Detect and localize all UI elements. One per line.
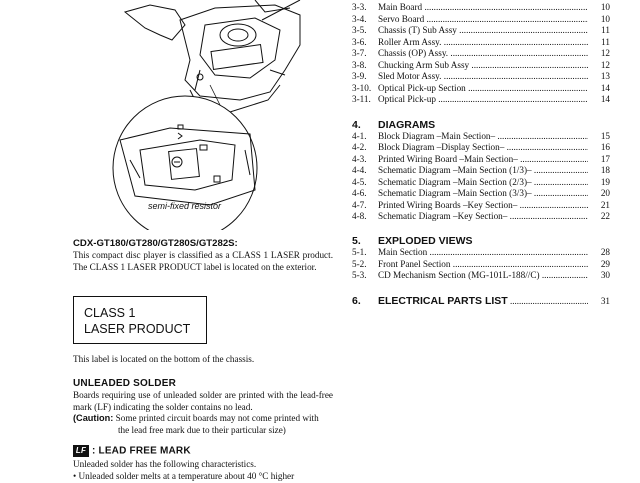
- toc-entry-title: Sled Motor Assy. .....: [378, 71, 588, 83]
- toc-entry: [352, 165, 610, 177]
- section-number: 5.: [352, 235, 361, 247]
- toc-entry-title: Schematic Diagram –Main Section (1/3)– .....: [378, 165, 588, 177]
- toc-entry: [352, 247, 610, 259]
- class1-label-box: [73, 296, 207, 344]
- caution-label: (Caution:: [73, 413, 114, 423]
- toc-entry-page: 16: [600, 142, 610, 152]
- toc-entry: [352, 154, 610, 166]
- toc-entry-page: 13: [600, 71, 610, 81]
- toc-entry-page: 15: [600, 130, 610, 141]
- unleaded-heading: UNLEADED SOLDER: [73, 378, 177, 389]
- toc-entry-number: 3-6.: [352, 36, 367, 47]
- bullet-item: • Unleaded solder melts at a temperature about 40 °C higher: [73, 471, 295, 481]
- toc-entry: [352, 142, 610, 154]
- toc-entry-title: Printed Wiring Boards –Key Section– .....: [378, 200, 588, 212]
- toc-entry-number: 3-11.: [352, 94, 371, 104]
- toc-entry-page: 22: [600, 211, 610, 221]
- toc-entry: [352, 37, 610, 49]
- toc-entry: [352, 270, 610, 282]
- toc-entry-page: 12: [600, 48, 610, 58]
- toc-entry-page: 10: [600, 2, 610, 12]
- section-number: 6.: [352, 295, 361, 307]
- toc-entry: [352, 25, 610, 37]
- toc-entry-title: Chucking Arm Sub Assy .....: [378, 60, 588, 72]
- toc-entry-title: Block Diagram –Main Section– .....: [378, 131, 588, 143]
- toc-entry-number: 4-7.: [352, 199, 367, 210]
- toc-entry-page: 12: [600, 59, 610, 70]
- toc-entry-number: 3-4.: [352, 13, 367, 24]
- model-list: CDX-GT180/GT280/GT280S/GT282S:: [73, 238, 238, 249]
- toc-entry-number: 3-5.: [352, 25, 367, 35]
- toc-entry-page: 19: [600, 176, 610, 187]
- pickup-diagram: [0, 0, 330, 230]
- toc-entry-title: Block Diagram –Display Section– .....: [378, 142, 588, 154]
- toc-entry-page: 21: [600, 199, 610, 210]
- toc-entry-title: Chassis (T) Sub Assy .....: [378, 25, 588, 37]
- toc-entry: [352, 188, 610, 200]
- toc-entry-number: 4-6.: [352, 188, 367, 198]
- toc-entry: [352, 2, 610, 14]
- toc-entry-page: 18: [600, 165, 610, 175]
- toc-entry-number: 5-3.: [352, 270, 367, 280]
- toc-entry: [352, 83, 610, 95]
- toc-entry-page: 14: [600, 94, 610, 104]
- toc-entry-title: Optical Pick-up Section .....: [378, 83, 588, 95]
- toc-entry-number: 4-8.: [352, 211, 367, 221]
- section-title: ELECTRICAL PARTS LIST .....: [378, 295, 588, 307]
- toc-entry: [352, 14, 610, 26]
- toc-entry: [352, 48, 610, 60]
- toc-entry-page: 17: [600, 153, 610, 164]
- toc-entry: [352, 71, 610, 83]
- lead-free-paragraph: Unleaded solder has the following characteristics.: [73, 459, 257, 469]
- toc-entry-page: 31: [600, 296, 610, 306]
- toc-entry-title: Roller Arm Assy. .....: [378, 37, 588, 49]
- toc-entry-title: Printed Wiring Board –Main Section– .....: [378, 154, 588, 166]
- toc-entry: [352, 211, 610, 223]
- section-title: DIAGRAMS: [378, 119, 436, 131]
- toc-entry-title: Schematic Diagram –Key Section– .....: [378, 211, 588, 223]
- toc-entry-page: 20: [600, 188, 610, 198]
- toc-entry-page: 14: [600, 82, 610, 93]
- caution-text: Some printed circuit boards may not come printed with: [113, 413, 319, 423]
- label-note: This label is located on the bottom of the chassis.: [73, 354, 255, 364]
- toc-entry: [352, 177, 610, 189]
- toc-entry-page: 10: [600, 13, 610, 24]
- toc-entry-number: 3-10.: [352, 82, 372, 93]
- unleaded-paragraph: Boards requiring use of unleaded solder are printed with the lead-free mark (LF) indicating the solder contains no lead.: [73, 390, 333, 412]
- toc-entry-page: 28: [600, 247, 610, 257]
- toc-entry: [352, 131, 610, 143]
- toc-entry-title: CD Mechanism Section (MG-101L-188//C) .....: [378, 270, 588, 282]
- toc-entry-number: 3-9.: [352, 71, 367, 81]
- section-title: EXPLODED VIEWS: [378, 235, 473, 247]
- toc-entry: [352, 60, 610, 72]
- section-number: 4.: [352, 119, 361, 131]
- toc-entry-number: 3-3.: [352, 2, 367, 12]
- caution-text-2: the lead free mark due to their particular size): [118, 425, 286, 435]
- lead-free-title: : LEAD FREE MARK: [92, 445, 191, 457]
- toc-entry-title: Front Panel Section .....: [378, 259, 588, 271]
- toc-entry-number: 4-2.: [352, 142, 367, 152]
- lead-free-heading: [73, 445, 191, 457]
- toc-entry-number: 3-7.: [352, 48, 367, 58]
- laser-paragraph: This compact disc player is classified as a CLASS 1 LASER product. The CLASS 1 LASER PRODUCT label is located on the exterior.: [73, 250, 333, 272]
- toc-entry-title: Servo Board .....: [378, 14, 588, 26]
- toc-entry-number: 4-3.: [352, 153, 367, 164]
- label-line-1: CLASS 1: [84, 306, 136, 320]
- toc-entry: [352, 259, 610, 271]
- toc-entry: [352, 94, 610, 106]
- toc-entry: [352, 200, 610, 212]
- toc-entry-title: Schematic Diagram –Main Section (2/3)– .....: [378, 177, 588, 189]
- toc-entry-title: Optical Pick-up .....: [378, 94, 588, 106]
- toc-entry-number: 4-5.: [352, 176, 367, 187]
- toc-entry-page: 29: [600, 258, 610, 269]
- diagram-caption: semi-fixed resistor: [148, 201, 222, 211]
- toc-entry-number: 5-1.: [352, 247, 367, 257]
- toc-entry-number: 4-4.: [352, 165, 367, 175]
- toc-entry-number: 4-1.: [352, 130, 367, 141]
- lead-free-icon: LF: [73, 445, 89, 457]
- toc-entry-number: 3-8.: [352, 59, 367, 70]
- section-heading-electrical-parts-list: [352, 295, 610, 307]
- toc-entry-number: 5-2.: [352, 258, 367, 269]
- toc-entry-page: 30: [600, 270, 610, 280]
- toc-entry-title: Schematic Diagram –Main Section (3/3)– .....: [378, 188, 588, 200]
- caution-note: [73, 413, 333, 425]
- label-line-2: LASER PRODUCT: [84, 322, 191, 336]
- toc-entry-title: Main Section .....: [378, 247, 588, 259]
- toc-entry-title: Main Board .....: [378, 2, 588, 14]
- toc-entry-page: 11: [601, 25, 610, 35]
- toc-entry-title: Chassis (OP) Assy. .....: [378, 48, 588, 60]
- toc-entry-page: 11: [601, 36, 610, 47]
